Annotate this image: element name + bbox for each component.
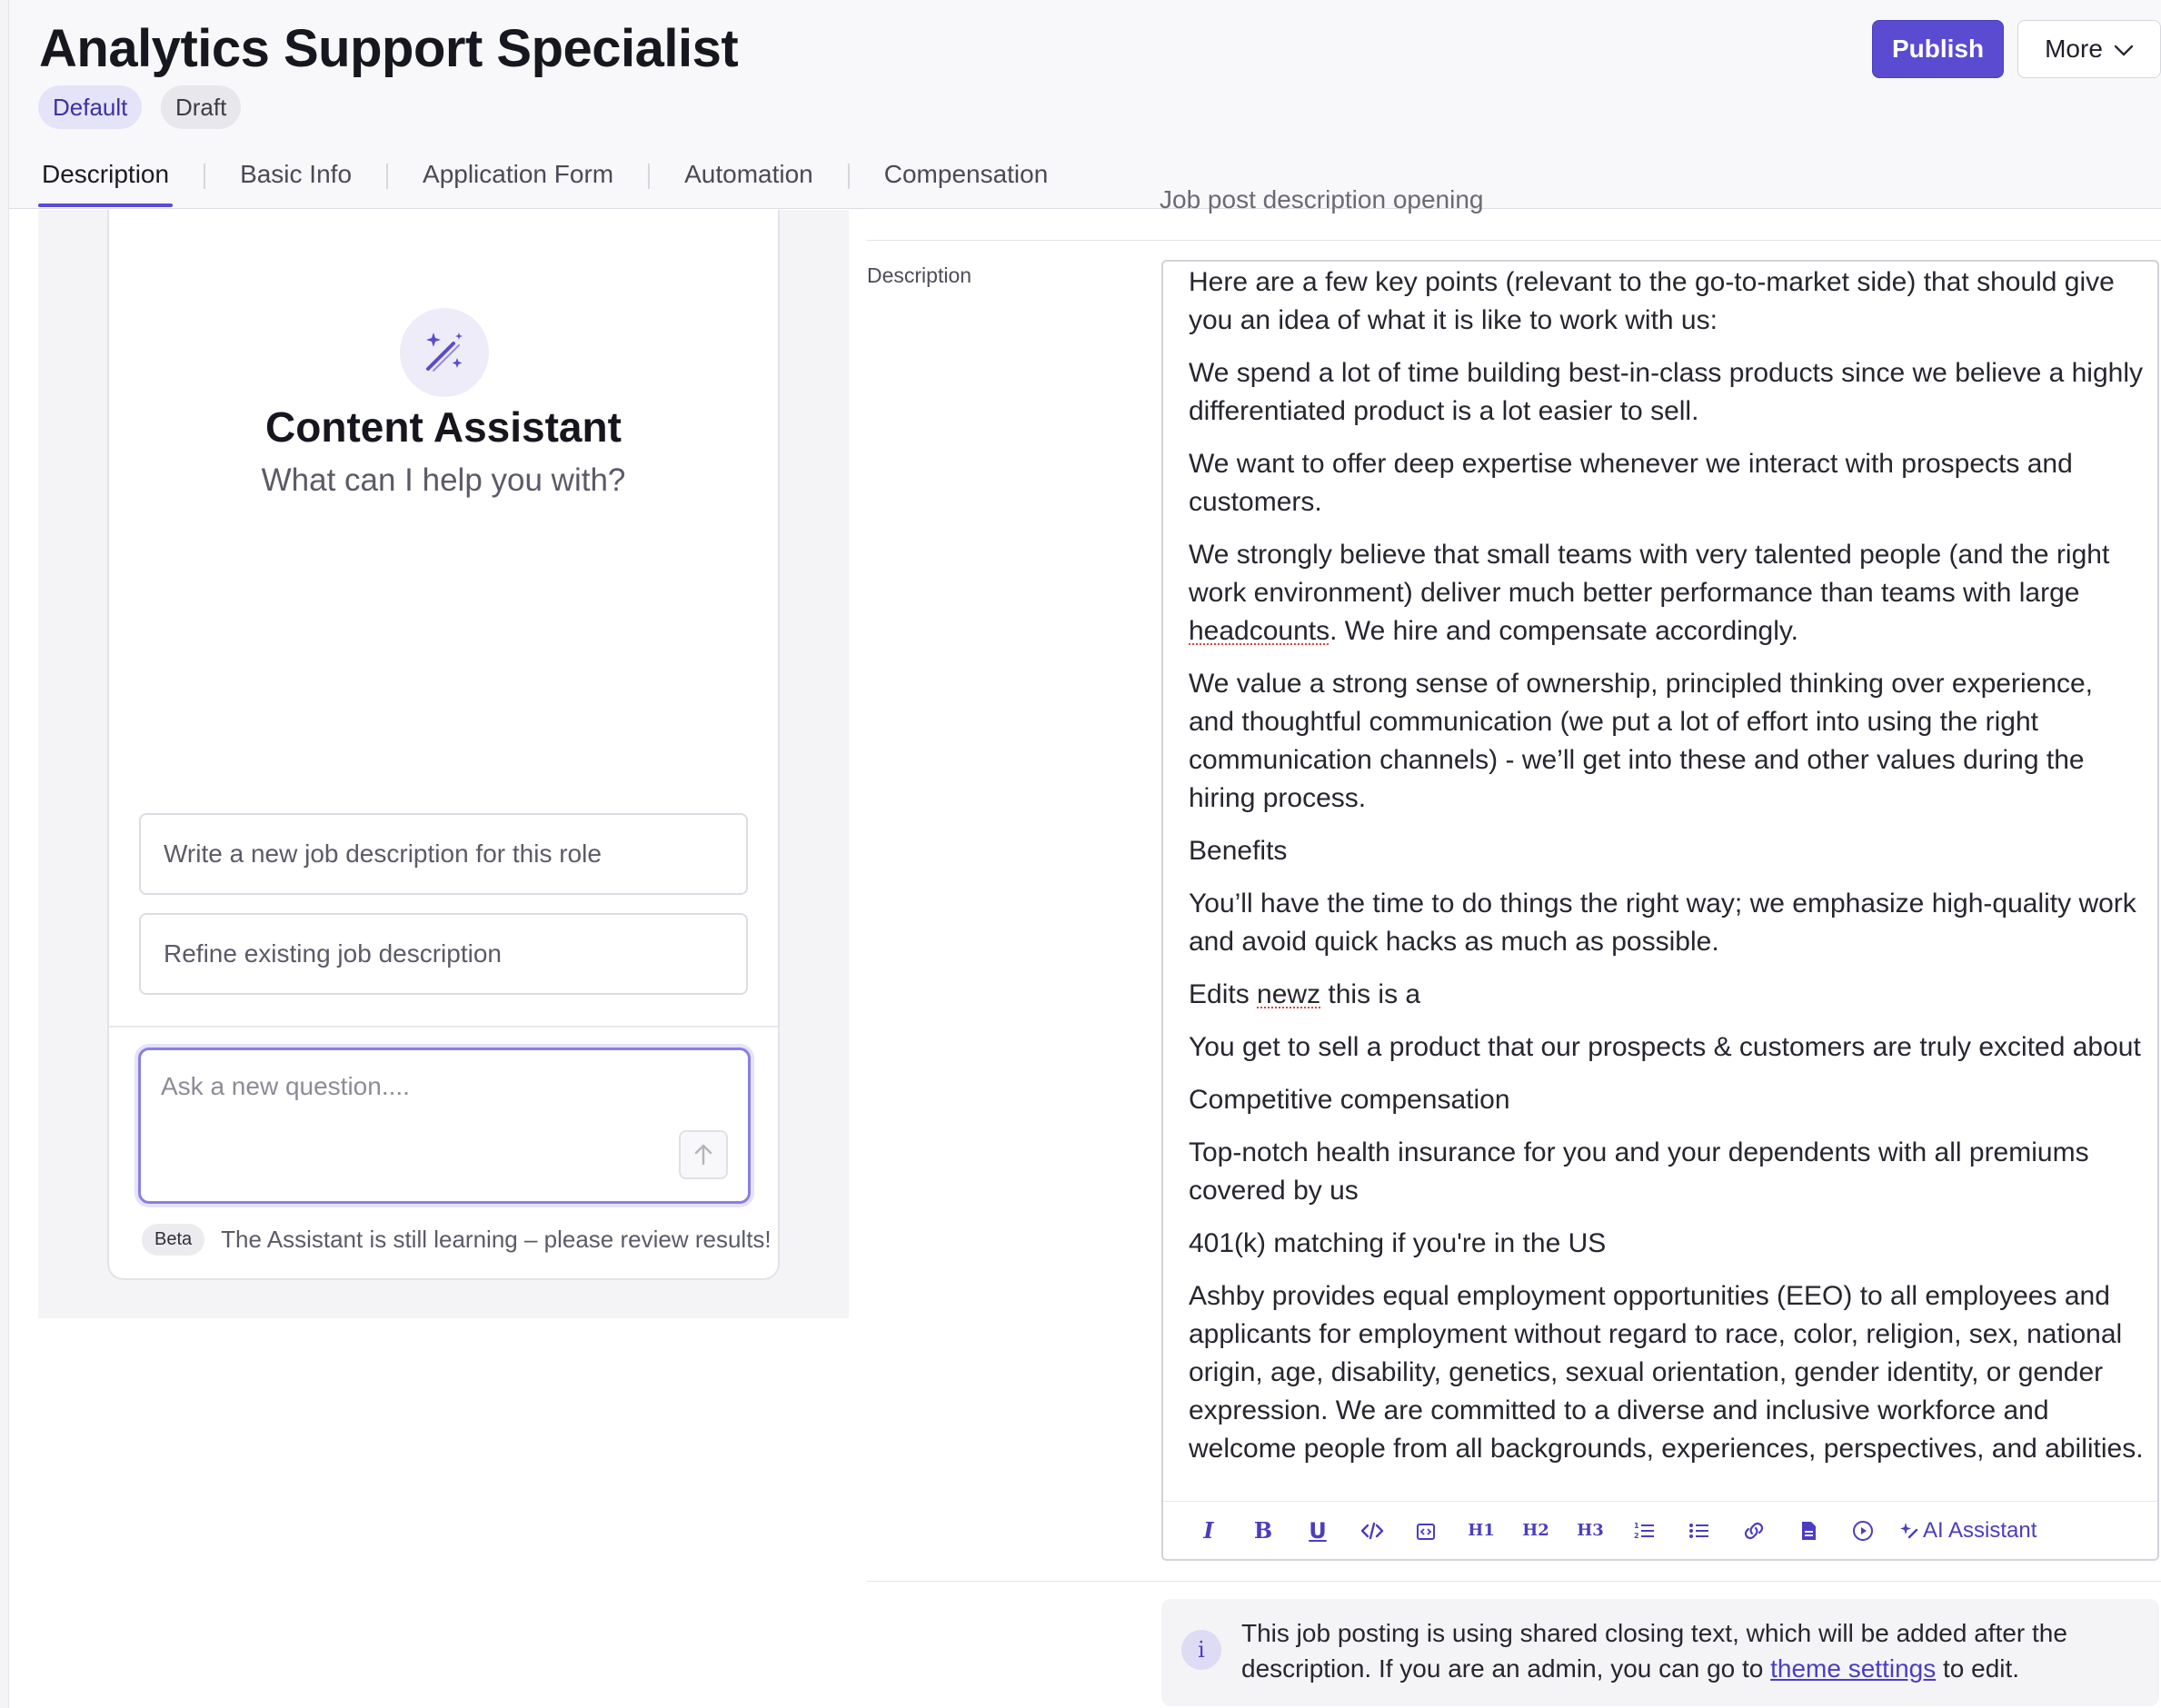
tab-compensation[interactable]: Compensation [883,160,1049,188]
italic-icon[interactable]: I [1203,1517,1214,1544]
editor-content[interactable] [1189,262,2145,1499]
svg-text:2: 2 [1634,1531,1639,1540]
misspelled-word: newz [1257,979,1321,1009]
bold-icon[interactable]: B [1253,1517,1273,1544]
paragraph: We value a strong sense of ownership, principled thinking over experience, and thoughtful communication (we put a lot of effort into using the right communication channels) - we’ll get into these and other values during the hiring process. [1189,669,2094,813]
heading-2-button[interactable]: H2 [1522,1521,1549,1540]
notice-text [1241,1615,2114,1686]
tab-automation[interactable]: Automation [684,160,813,188]
underline-icon[interactable]: U [1309,1517,1327,1544]
paragraph: Edits newz this is a [1189,979,1421,1009]
left-app-edge [0,0,9,1708]
assistant-title: Content Assistant [265,403,622,451]
paragraph: 401(k) matching if you're in the US [1189,1228,1607,1258]
paragraph: Top-notch health insurance for you and your dependents with all premiums covered by us [1189,1137,2089,1206]
suggestion-write-new-description[interactable]: Write a new job description for this role [139,813,748,895]
arrow-up-icon [693,1144,713,1166]
svg-text:1: 1 [1634,1521,1639,1530]
code-icon[interactable] [1345,1511,1399,1551]
paragraph: Ashby provides equal employment opportunities (EEO) to all employees and applicants for employment without regard to race, color, religion, sex, national origin, age, disability, genetics, sexual orientation, gender identity, or gender expression. We are committed to a diverse and inclusive workforce and welcome people from all backgrounds, experiences, perspectives, and abilities. [1189,1281,2144,1464]
paragraph: You get to sell a product that our prospects & customers are truly excited about [1189,1032,2141,1062]
ask-question-box[interactable] [138,1048,751,1204]
publish-button[interactable]: Publish [1872,20,2004,78]
more-button-label: More [2045,35,2103,63]
beta-badge: Beta [142,1224,204,1256]
link-icon[interactable] [1727,1511,1781,1551]
paragraph: We spend a lot of time building best-in-class products since we believe a highly differentiated product is a lot easier to sell. [1189,358,2143,426]
tab-bar [38,153,1051,209]
more-button[interactable] [2017,20,2161,78]
ordered-list-icon[interactable] [1618,1511,1672,1551]
divider [867,1581,2161,1582]
tab-description[interactable]: Description [38,153,173,205]
code-block-icon[interactable] [1399,1511,1454,1551]
description-label: Description [867,263,972,287]
page-title: Analytics Support Specialist [39,19,739,78]
info-icon: i [1181,1630,1221,1670]
tab-divider [648,164,650,189]
file-icon[interactable] [1781,1511,1836,1551]
paragraph: We strongly believe that small teams with very talented people (and the right work environment) deliver much better performance than teams with large headcounts. We hire and compensate accordingly. [1189,540,2110,646]
paragraph: You’ll have the time to do things the right way; we emphasize high-quality work and avoid quick hacks as much as possible. [1189,889,2136,957]
send-button[interactable] [679,1130,728,1179]
content-assistant-card [107,210,780,1280]
misspelled-word: headcounts [1189,616,1330,646]
status-badge-default: Default [38,85,142,129]
divider [109,1026,778,1028]
job-header [9,0,2161,209]
shared-closing-text-notice [1161,1599,2159,1706]
paragraph: Here are a few key points (relevant to the go-to-market side) that should give you an idea of what it is like to work with us: [1189,267,2115,335]
ask-question-input[interactable] [161,1072,670,1101]
divider [867,240,2161,241]
paragraph: Competitive compensation [1189,1085,1510,1115]
tab-divider [386,164,388,189]
notice-text-after: to edit. [1936,1654,2020,1683]
paragraph: Benefits [1189,836,1288,866]
sparkle-icon [1899,1521,1919,1541]
theme-settings-link[interactable]: theme settings [1770,1654,1937,1683]
tab-application-form[interactable]: Application Form [423,160,614,188]
ai-assistant-label: AI Assistant [1923,1517,2037,1543]
assistant-subtitle: What can I help you with? [261,462,626,498]
heading-3-button[interactable]: H3 [1577,1521,1604,1540]
chevron-down-icon [2114,35,2134,64]
editor-toolbar [1163,1501,2157,1559]
beta-notice [142,1224,772,1256]
tab-divider [204,164,205,189]
magic-wand-icon [400,308,489,397]
tab-basic-info[interactable]: Basic Info [240,160,353,188]
paragraph: We want to offer deep expertise whenever we interact with prospects and customers. [1189,449,2073,517]
bullet-list-icon[interactable] [1672,1511,1727,1551]
notice-text-before: This job posting is using shared closing text, which will be added after the description. If you are an admin, you can go to [1241,1619,2067,1683]
status-badge-draft: Draft [161,85,241,129]
heading-1-button[interactable]: H1 [1468,1521,1495,1540]
beta-note: The Assistant is still learning – please review results! [221,1226,772,1253]
description-editor[interactable] [1161,260,2159,1561]
cut-off-field-label: Job post description opening [1160,185,1484,214]
tab-divider [848,164,850,189]
video-icon[interactable] [1836,1511,1890,1551]
suggestion-refine-description[interactable]: Refine existing job description [139,913,748,995]
ai-assistant-button[interactable] [1899,1518,2037,1544]
